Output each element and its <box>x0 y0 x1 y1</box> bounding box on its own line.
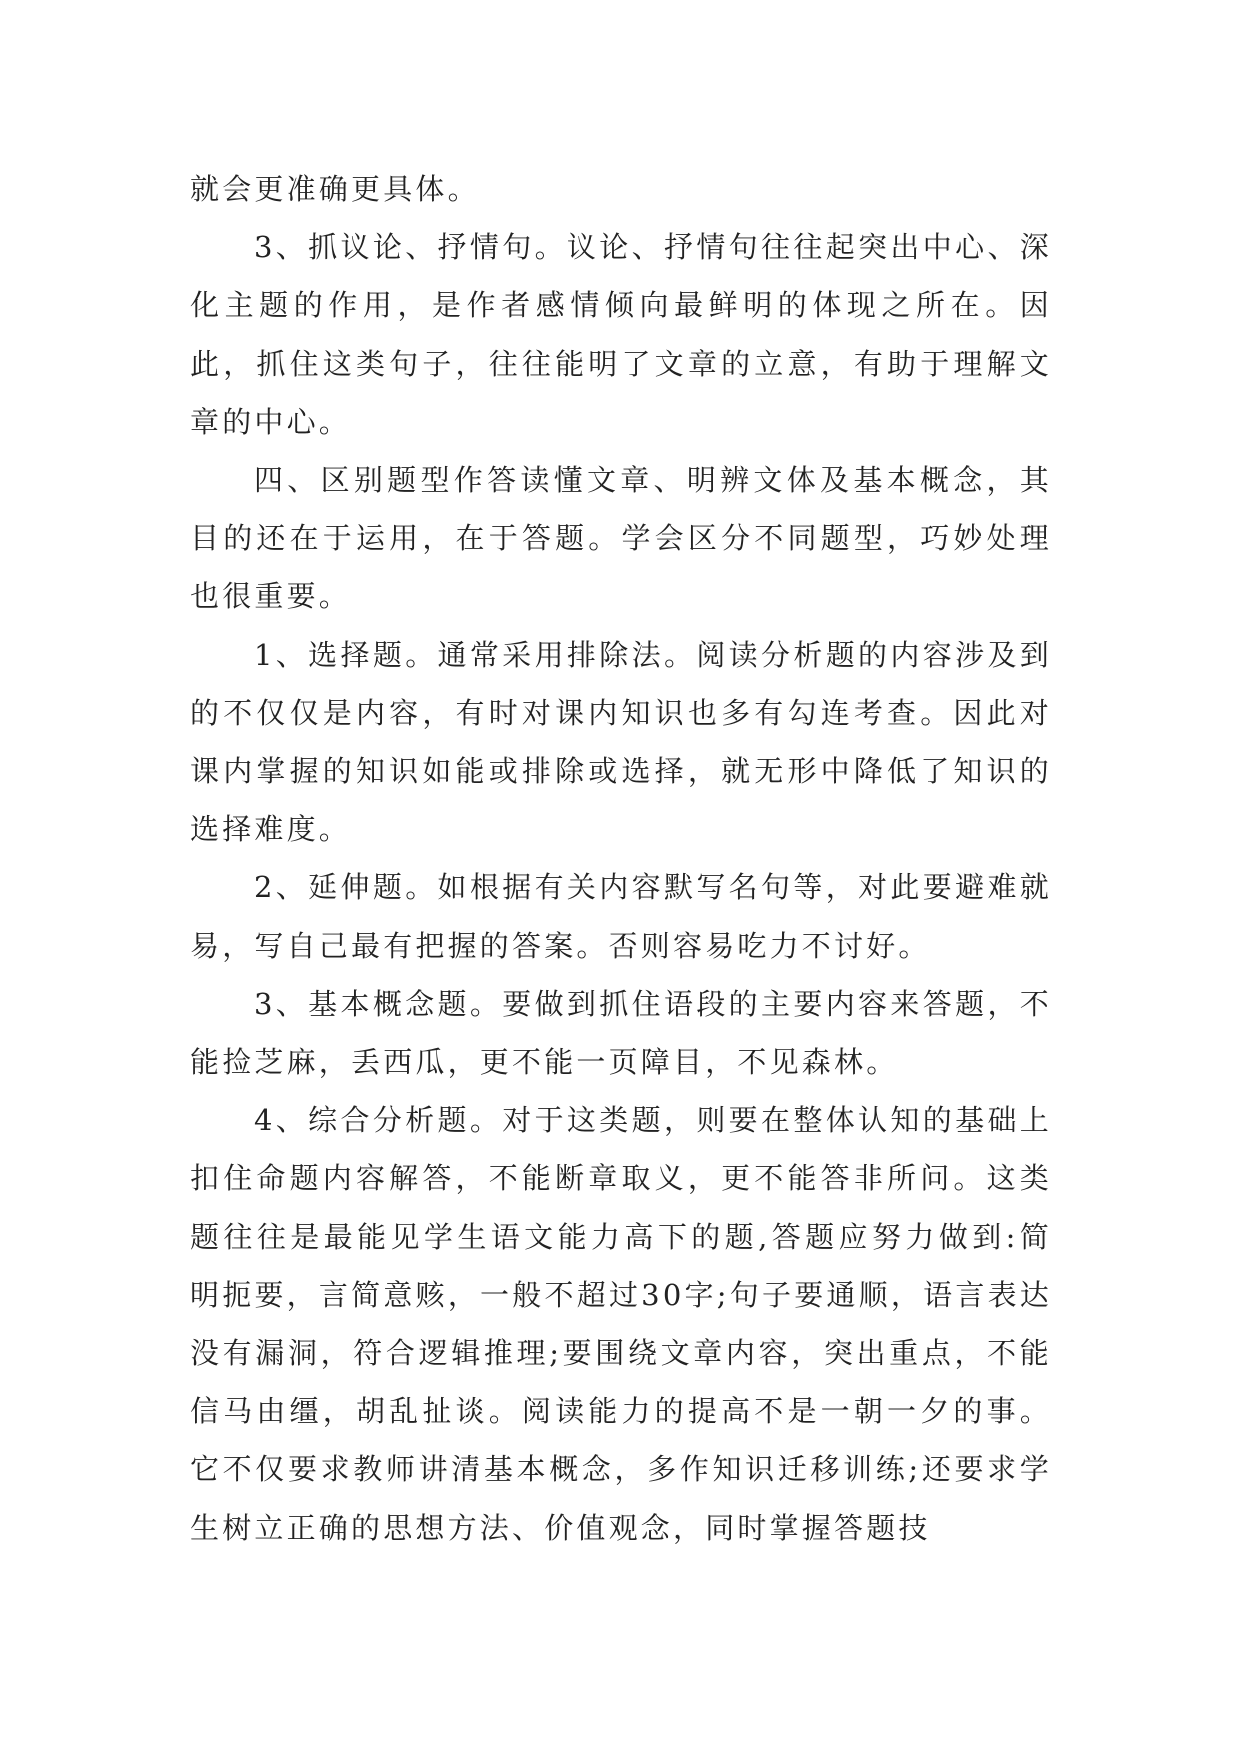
document-body <box>190 160 1052 1557</box>
paragraph-continuation: 就会更准确更具体。 <box>190 172 480 206</box>
paragraph-argument-lyric: 3、抓议论、抒情句。议论、抒情句往往起突出中心、深化主题的作用，是作者感情倾向最鲜明的体现之所在。因此，抓住这类句子，往往能明了文章的立意，有助于理解文章的中心。 <box>190 230 1052 439</box>
paragraph-basic-concept-questions: 3、基本概念题。要做到抓住语段的主要内容来答题，不能捡芝麻，丢西瓜，更不能一页障目，不见森林。 <box>190 986 1052 1080</box>
paragraph-extension-questions: 2、延伸题。如根据有关内容默写名句等，对此要避难就易，写自己最有把握的答案。否则容易吃力不讨好。 <box>190 870 1052 963</box>
paragraph-section-four: 四、区别题型作答读懂文章、明辨文体及基本概念，其目的还在于运用，在于答题。学会区分不同题型，巧妙处理也很重要。 <box>190 463 1052 614</box>
paragraph-comprehensive-analysis: 4、综合分析题。对于这类题，则要在整体认知的基础上扣住命题内容解答，不能断章取义，更不能答非所问。这类题往往是最能见学生语文能力高下的题,答题应努力做到:简明扼要，言简意赅，一般不超过30字;句子要通顺，语言表达没有漏洞，符合逻辑推理;要围绕文章内容，突出重点，不能信马由缰，胡乱扯谈。阅读能力的提高不是一朝一夕的事。它不仅要求教师讲清基本概念，多作知识迁移训练;还要求学生树立正确的思想方法、价值观念，同时掌握答题技 <box>190 1103 1052 1545</box>
paragraph-choice-questions: 1、选择题。通常采用排除法。阅读分析题的内容涉及到的不仅仅是内容，有时对课内知识也多有勾连考查。因此对课内掌握的知识如能或排除或选择，就无形中降低了知识的选择难度。 <box>190 637 1052 847</box>
